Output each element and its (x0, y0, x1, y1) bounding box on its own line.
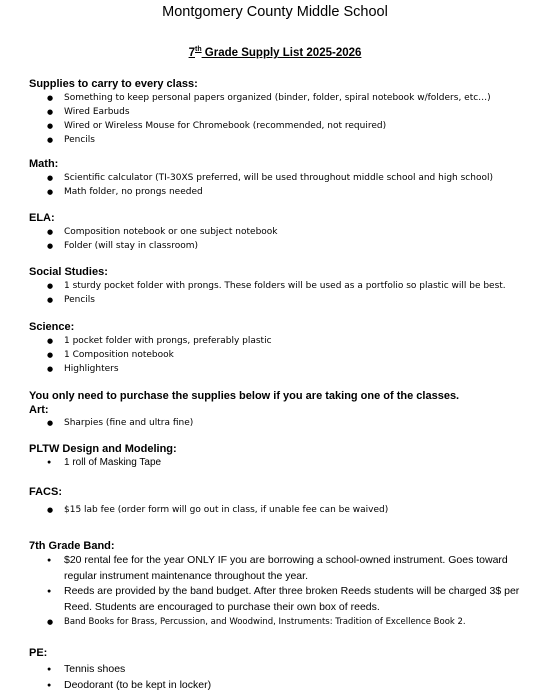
section-heading: Math: (29, 158, 59, 170)
item-list (29, 503, 539, 517)
item-list (29, 456, 539, 470)
school-name: Montgomery County Middle School (162, 4, 388, 20)
section-math (29, 157, 539, 199)
list-item: ● Deodorant (to be kept in locker) (29, 678, 539, 694)
section-heading: PE: (29, 647, 48, 659)
item-list (29, 334, 539, 376)
section-heading: Supplies to carry to every class: (29, 78, 198, 90)
list-item: ● Folder (will stay in classroom) (29, 239, 539, 253)
list-item: ● Tennis shoes (29, 662, 539, 678)
list-item: ● 1 sturdy pocket folder with prongs. These folders will be used as a portfolio so plastic will be best. (29, 279, 539, 293)
section-band (29, 539, 539, 631)
list-item: ● Highlighters (29, 362, 539, 376)
item-list (29, 662, 539, 693)
item-list (29, 416, 539, 430)
list-item: ● Sharpies (fine and ultra fine) (29, 416, 539, 430)
section-pltw (29, 442, 539, 470)
electives-notice: You only need to purchase the supplies below if you are taking one of the classes. (29, 390, 460, 402)
item-list (29, 279, 539, 307)
section-art (29, 416, 539, 430)
title-text: Grade Supply List 2025-2026 (201, 47, 362, 59)
section-pe (29, 646, 539, 693)
list-item: ● Something to keep personal papers organized (binder, folder, spiral notebook w/folders, etc…) (29, 91, 539, 105)
list-item: ● $20 rental fee for the year ONLY IF you are borrowing a school-owned instrument. Goes toward regular instrument maintenance throughout the year. (29, 553, 529, 584)
list-item: ● Math folder, no prongs needed (29, 185, 539, 199)
list-item: ● 1 roll of Masking Tape (29, 456, 539, 470)
list-item: ● $15 lab fee (order form will go out in class, if unable fee can be waived) (29, 503, 539, 517)
section-heading: ELA: (29, 212, 55, 224)
page-title (0, 47, 550, 59)
section-heading: Social Studies: (29, 266, 108, 278)
list-item: ● Reeds are provided by the band budget. After three broken Reeds students will be charged 3$ per Reed. Students are encouraged to purchase their own box of reeds. (29, 584, 529, 615)
section-heading: 7th Grade Band: (29, 540, 115, 552)
list-item: ● Composition notebook or one subject notebook (29, 225, 539, 239)
list-item: ● Wired Earbuds (29, 105, 539, 119)
list-item: ● Scientific calculator (TI-30XS preferred, will be used throughout middle school and high school) (29, 171, 539, 185)
section-heading: Art: (29, 404, 49, 416)
item-list (29, 91, 539, 147)
section-heading: PLTW Design and Modeling: (29, 443, 177, 455)
list-item: ● Band Books for Brass, Percussion, and Woodwind, Instruments: Tradition of Excellence Book 2. (29, 615, 529, 631)
item-list (29, 171, 539, 199)
item-list (29, 553, 529, 631)
item-list (29, 225, 539, 253)
section-social-studies (29, 265, 539, 307)
list-item: ● Wired or Wireless Mouse for Chromebook (recommended, not required) (29, 119, 539, 133)
section-heading: FACS: (29, 486, 62, 498)
section-electives (29, 389, 539, 417)
section-carry (29, 77, 539, 147)
title-grade-suffix: th (195, 46, 202, 53)
section-ela (29, 211, 539, 253)
section-heading: Science: (29, 321, 75, 333)
section-facs (29, 485, 539, 517)
list-item: ● 1 Composition notebook (29, 348, 539, 362)
section-science (29, 320, 539, 376)
list-item: ● Pencils (29, 133, 539, 147)
title-grade-number: 7 (188, 47, 195, 59)
list-item: ● Pencils (29, 293, 539, 307)
list-item: ● 1 pocket folder with prongs, preferably plastic (29, 334, 539, 348)
